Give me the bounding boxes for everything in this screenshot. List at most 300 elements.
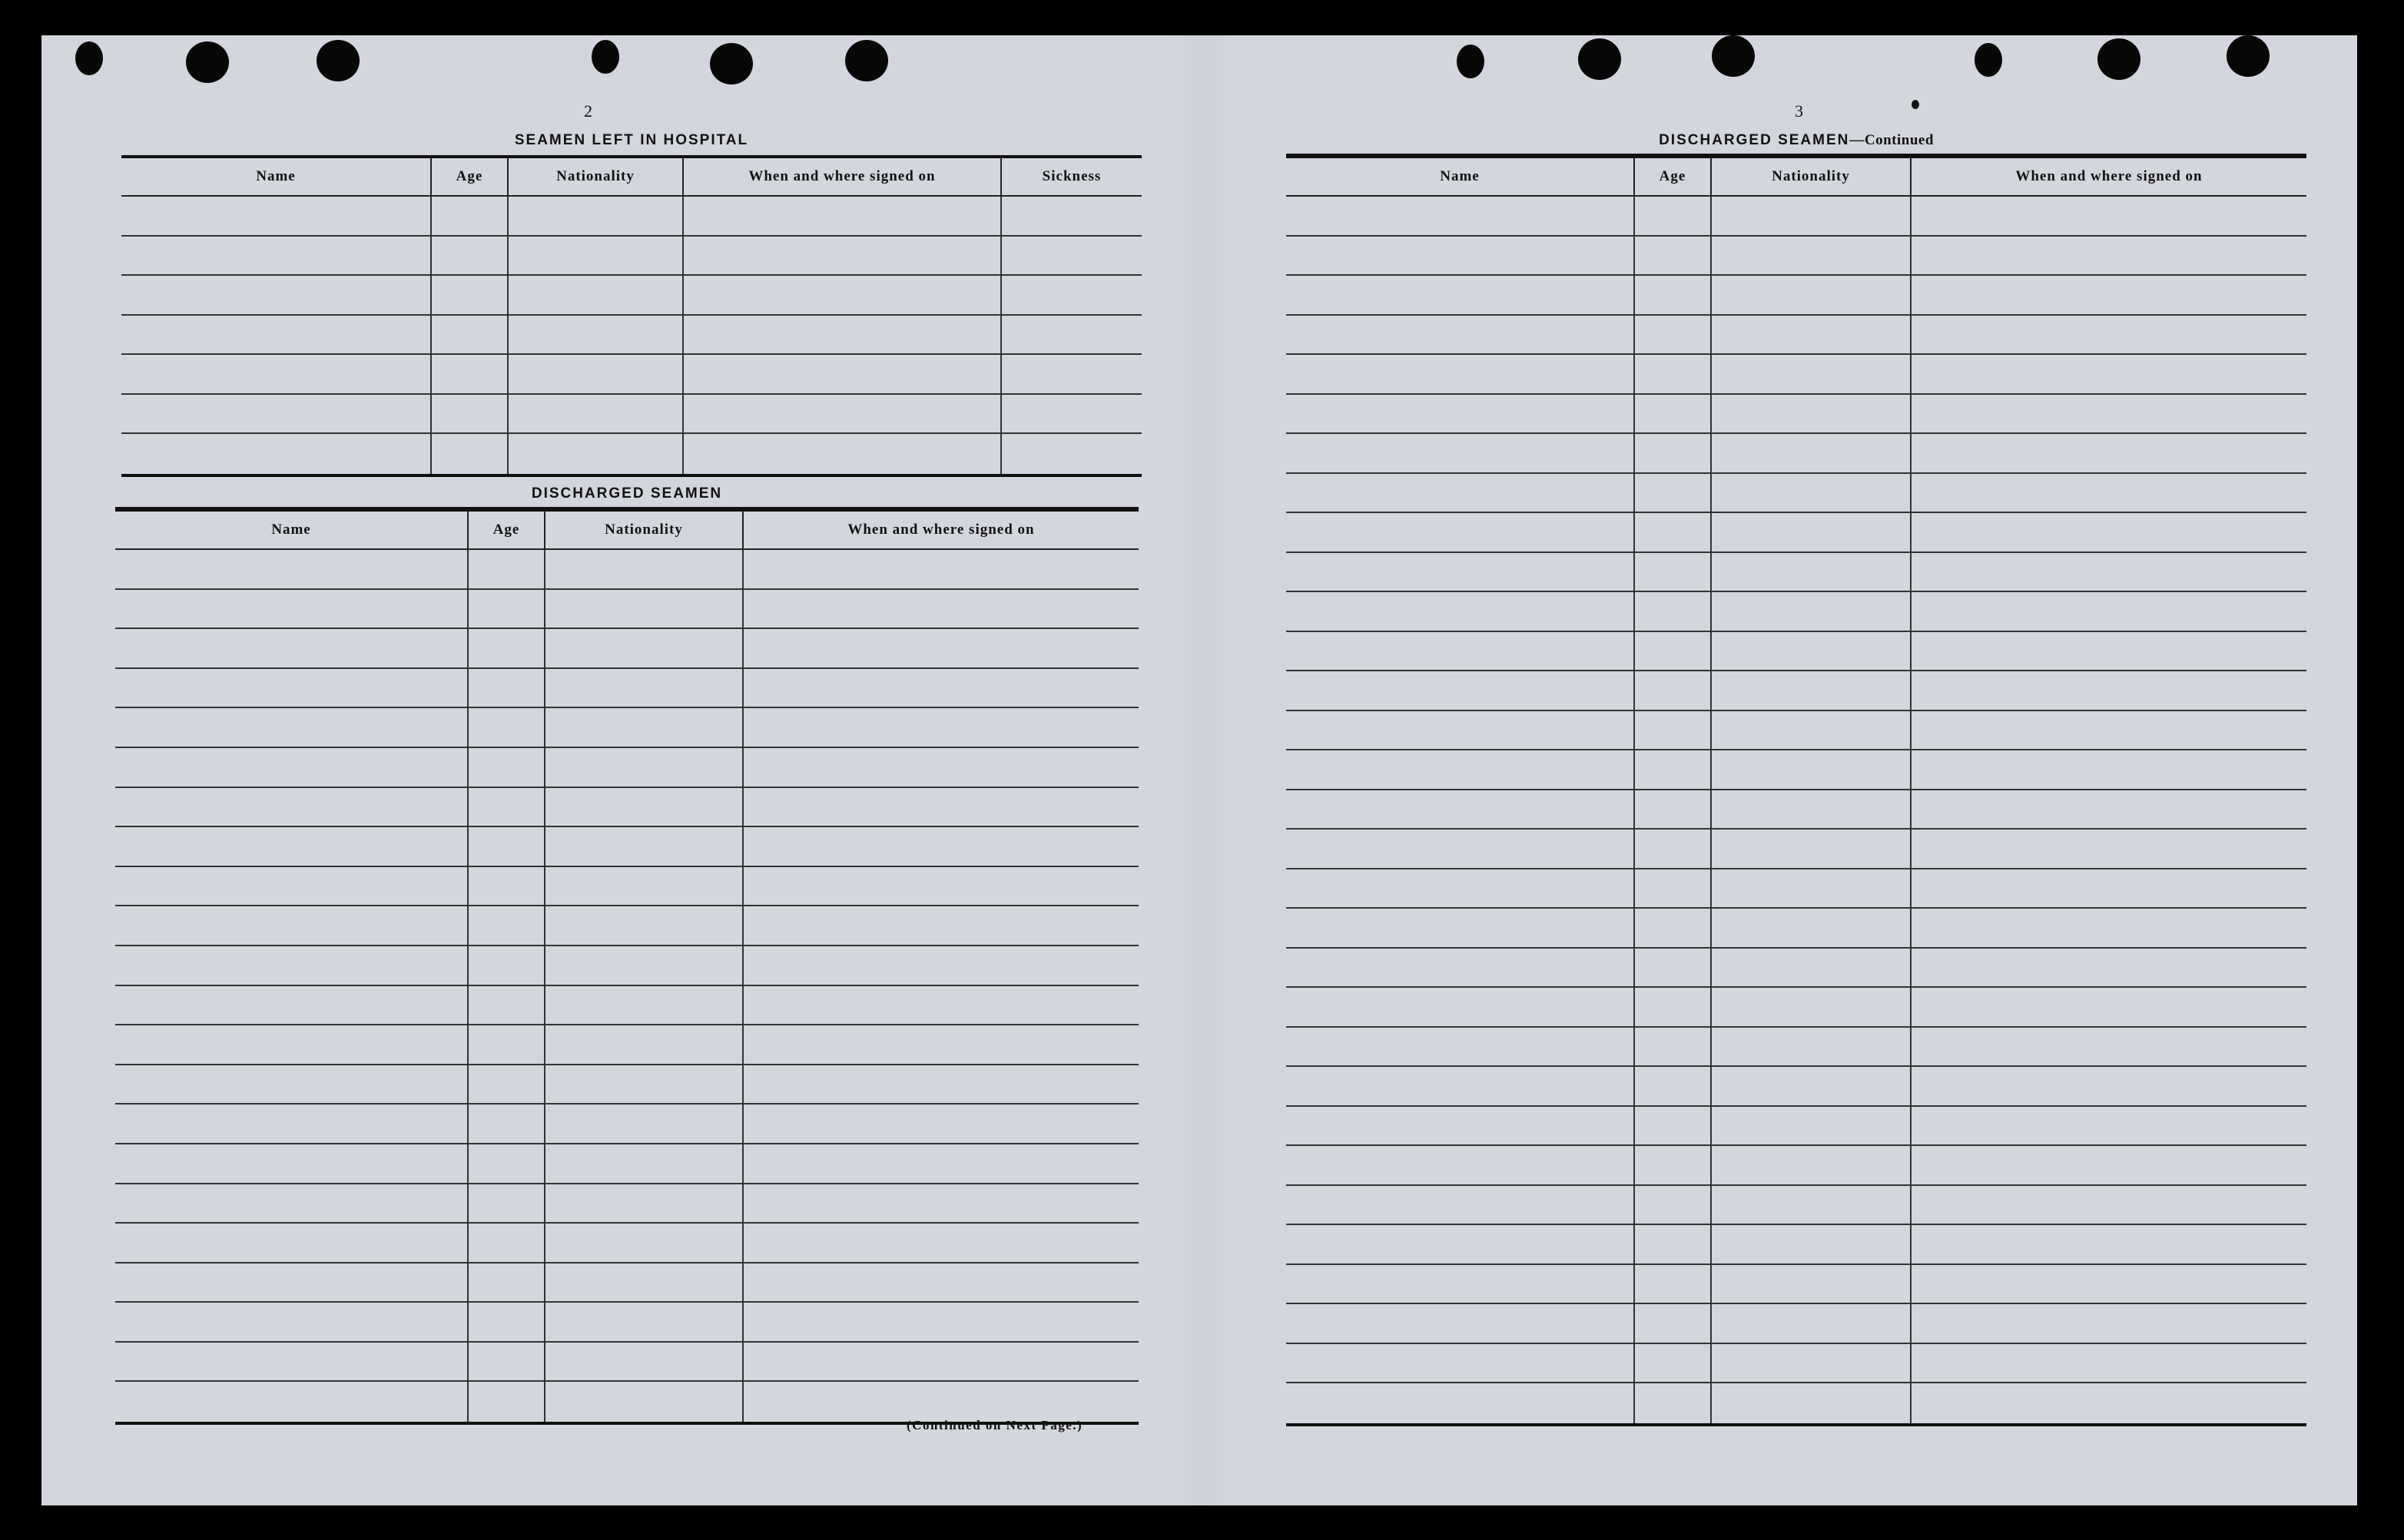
table-cell [1712, 750, 1912, 789]
discharged-section-title: DISCHARGED SEAMEN [531, 485, 723, 502]
table-row [121, 237, 1142, 277]
table-row [115, 708, 1139, 748]
table-cell [509, 355, 684, 393]
table-cell [1712, 316, 1912, 354]
table-cell [1712, 711, 1912, 750]
table-cell [1912, 830, 2306, 868]
table-cell [1635, 1344, 1712, 1383]
table-cell [469, 629, 545, 667]
table-cell [1712, 1146, 1912, 1184]
table-cell [469, 1343, 545, 1381]
table-cell [1712, 237, 1912, 275]
table-row [1286, 1186, 2306, 1226]
table-cell [1712, 434, 1912, 472]
table-cell [1912, 1107, 2306, 1145]
table-cell [1912, 1344, 2306, 1383]
table-cell [1635, 632, 1712, 671]
table-row [1286, 632, 2306, 672]
table-row [121, 434, 1142, 474]
table-cell [1286, 1265, 1635, 1303]
table-row [1286, 830, 2306, 869]
table-cell [469, 550, 545, 588]
table-cell [469, 1104, 545, 1143]
table-cell [115, 867, 469, 906]
col-nationality-header: Nationality [545, 512, 744, 548]
hospital-table-header [121, 157, 1142, 197]
table-cell [1912, 632, 2306, 671]
continued-suffix: —Continued [1849, 132, 1934, 148]
table-cell [1912, 1067, 2306, 1105]
table-cell [1712, 790, 1912, 829]
table-cell [1286, 1067, 1635, 1105]
table-cell [744, 550, 1139, 588]
table-cell [1912, 711, 2306, 750]
table-cell [469, 1065, 545, 1104]
table-cell [545, 669, 744, 707]
table-cell [1712, 1107, 1912, 1145]
table-cell [115, 1303, 469, 1341]
table-cell [469, 1184, 545, 1223]
table-row [1286, 750, 2306, 790]
table-cell [684, 276, 1002, 314]
table-cell [115, 1104, 469, 1143]
punch-hole [2227, 35, 2270, 77]
table-cell [121, 434, 432, 474]
table-cell [1635, 474, 1712, 512]
table-cell [744, 827, 1139, 866]
discharged-table-header [115, 510, 1139, 550]
table-cell [744, 1224, 1139, 1262]
hospital-table-body [121, 197, 1142, 474]
table-row [115, 1065, 1139, 1105]
table-cell [744, 629, 1139, 667]
table-row [1286, 1067, 2306, 1107]
table-cell [469, 946, 545, 985]
table-cell [545, 1224, 744, 1262]
table-cell [469, 867, 545, 906]
table-cell [1912, 949, 2306, 987]
table-cell [1712, 869, 1912, 908]
table-cell [509, 434, 684, 474]
table-cell [1286, 276, 1635, 314]
table-row [115, 629, 1139, 669]
col-sickness-header: Sickness [1042, 168, 1102, 184]
table-cell [684, 434, 1002, 474]
table-cell [744, 1263, 1139, 1302]
table-cell [1286, 711, 1635, 750]
table-cell [1912, 474, 2306, 512]
table-cell [744, 708, 1139, 747]
table-cell [469, 827, 545, 866]
table-cell [1286, 1383, 1635, 1423]
table-cell [1002, 197, 1142, 235]
table-cell [1286, 237, 1635, 275]
table-cell [545, 1104, 744, 1143]
table-cell [545, 708, 744, 747]
punch-hole [186, 41, 229, 83]
table-cell [1912, 237, 2306, 275]
table-cell [432, 197, 509, 235]
table-cell [1912, 909, 2306, 947]
table-cell [744, 1382, 1139, 1422]
table-cell [1002, 237, 1142, 275]
table-cell [545, 1303, 744, 1341]
table-cell [1635, 276, 1712, 314]
table-row [1286, 1383, 2306, 1423]
table-cell [744, 946, 1139, 985]
table-cell [1712, 1304, 1912, 1343]
table-row [1286, 988, 2306, 1028]
table-cell [684, 355, 1002, 393]
table-cell [545, 1184, 744, 1223]
table-row [121, 197, 1142, 237]
table-cell [1635, 790, 1712, 829]
table-cell [1286, 790, 1635, 829]
table-row [1286, 711, 2306, 751]
table-row [121, 316, 1142, 356]
table-cell [1912, 1186, 2306, 1224]
table-cell [121, 395, 432, 433]
table-cell [1286, 474, 1635, 512]
discharged-continued-table-body [1286, 197, 2306, 1423]
table-cell [1286, 869, 1635, 908]
table-cell [1635, 830, 1712, 868]
discharged-continued-title [1286, 132, 2306, 149]
table-cell [684, 237, 1002, 275]
table-cell [115, 1224, 469, 1262]
table-cell [1286, 1107, 1635, 1145]
table-cell [1635, 909, 1712, 947]
table-cell [469, 906, 545, 945]
page-number-left: 2 [584, 101, 592, 121]
table-cell [744, 1104, 1139, 1143]
table-row [1286, 1107, 2306, 1147]
table-cell [115, 827, 469, 866]
punch-hole [592, 40, 619, 74]
table-cell [1712, 276, 1912, 314]
table-cell [115, 946, 469, 985]
table-cell [1912, 1028, 2306, 1066]
punch-hole [1457, 45, 1484, 78]
table-cell [115, 708, 469, 747]
table-row [115, 867, 1139, 907]
table-cell [1712, 513, 1912, 551]
table-cell [545, 1144, 744, 1183]
table-cell [121, 355, 432, 393]
col-name-header: Name [1286, 158, 1635, 195]
table-cell [1912, 592, 2306, 631]
table-cell [1286, 830, 1635, 868]
table-cell [1286, 1146, 1635, 1184]
table-cell [1635, 592, 1712, 631]
table-cell [469, 788, 545, 826]
table-cell [1912, 1304, 2306, 1343]
table-cell [1912, 1225, 2306, 1263]
table-cell [115, 986, 469, 1025]
table-cell [1286, 1344, 1635, 1383]
table-cell [1635, 1028, 1712, 1066]
table-cell [469, 986, 545, 1025]
table-row [115, 1224, 1139, 1263]
table-cell [744, 788, 1139, 826]
table-cell [1912, 197, 2306, 235]
table-row [115, 1303, 1139, 1343]
table-cell [469, 708, 545, 747]
table-cell [545, 550, 744, 588]
table-cell [469, 1144, 545, 1183]
col-age-header: Age [469, 512, 545, 548]
page-number-right: 3 [1795, 101, 1803, 121]
table-row [115, 550, 1139, 590]
punch-hole [710, 43, 753, 84]
table-row [1286, 1225, 2306, 1265]
table-cell [1635, 869, 1712, 908]
table-row [115, 906, 1139, 946]
table-row [1286, 671, 2306, 711]
table-cell [1712, 553, 1912, 591]
table-cell [1635, 553, 1712, 591]
table-cell [115, 590, 469, 628]
table-cell [744, 1144, 1139, 1183]
table-row [115, 1382, 1139, 1422]
table-cell [545, 1263, 744, 1302]
table-cell [744, 1025, 1139, 1064]
table-row [115, 1144, 1139, 1184]
table-row [121, 395, 1142, 435]
table-cell [1712, 1344, 1912, 1383]
table-row [1286, 869, 2306, 909]
table-cell [1635, 513, 1712, 551]
table-row [121, 276, 1142, 316]
table-cell [121, 316, 432, 354]
table-cell [469, 669, 545, 707]
col-age-header: Age [432, 158, 509, 195]
table-cell [1912, 750, 2306, 789]
table-cell [1912, 869, 2306, 908]
table-cell [1912, 434, 2306, 472]
table-cell [1712, 1265, 1912, 1303]
discharged-continued-table-header [1286, 157, 2306, 197]
table-cell [744, 867, 1139, 906]
table-cell [545, 1382, 744, 1422]
table-cell [432, 276, 509, 314]
table-cell [1286, 1225, 1635, 1263]
table-row [115, 1263, 1139, 1303]
table-cell [115, 669, 469, 707]
table-cell [744, 669, 1139, 707]
table-row [115, 1104, 1139, 1144]
table-cell [1912, 355, 2306, 393]
table-cell [545, 590, 744, 628]
table-cell [744, 1065, 1139, 1104]
table-cell [1912, 276, 2306, 314]
table-cell [1712, 592, 1912, 631]
table-cell [469, 590, 545, 628]
col-nationality-header: Nationality [509, 158, 684, 195]
table-cell [1912, 316, 2306, 354]
table-cell [744, 906, 1139, 945]
table-cell [1635, 671, 1712, 710]
table-cell [1635, 750, 1712, 789]
table-cell [1635, 1304, 1712, 1343]
table-cell [1002, 316, 1142, 354]
table-cell [115, 1382, 469, 1422]
table-cell [1712, 1067, 1912, 1105]
table-cell [469, 1382, 545, 1422]
table-cell [1635, 1265, 1712, 1303]
table-row [1286, 1344, 2306, 1384]
table-cell [1286, 1028, 1635, 1066]
col-nationality-header: Nationality [1712, 158, 1912, 195]
table-cell [1002, 395, 1142, 433]
col-name-header: Name [115, 512, 469, 548]
table-cell [545, 986, 744, 1025]
table-cell [1286, 988, 1635, 1026]
table-cell [1912, 553, 2306, 591]
punch-hole [75, 41, 103, 75]
table-cell [1286, 395, 1635, 433]
table-row [1286, 355, 2306, 395]
table-row [1286, 474, 2306, 514]
table-cell [469, 1025, 545, 1064]
table-cell [1635, 711, 1712, 750]
col-age-header: Age [1635, 158, 1712, 195]
table-cell [1286, 949, 1635, 987]
table-cell [121, 237, 432, 275]
table-row [1286, 1146, 2306, 1186]
table-cell [1635, 1067, 1712, 1105]
table-cell [1286, 671, 1635, 710]
table-row [115, 1343, 1139, 1383]
table-cell [1286, 1186, 1635, 1224]
table-cell [1286, 1304, 1635, 1343]
table-row [1286, 513, 2306, 553]
table-row [1286, 1028, 2306, 1068]
table-row [1286, 395, 2306, 435]
table-cell [1635, 197, 1712, 235]
table-row [121, 355, 1142, 395]
table-cell [545, 827, 744, 866]
table-cell [1712, 830, 1912, 868]
table-cell [1712, 1186, 1912, 1224]
table-cell [545, 906, 744, 945]
table-cell [1912, 988, 2306, 1026]
table-cell [1635, 1146, 1712, 1184]
punch-hole [317, 40, 360, 81]
table-cell [684, 395, 1002, 433]
discharged-continued-title-main: DISCHARGED SEAMEN [1659, 132, 1850, 148]
punch-hole [1975, 43, 2002, 77]
table-cell [545, 788, 744, 826]
table-cell [1635, 355, 1712, 393]
table-cell [744, 1343, 1139, 1381]
table-cell [432, 395, 509, 433]
table-cell [509, 197, 684, 235]
table-cell [1712, 632, 1912, 671]
table-cell [1635, 988, 1712, 1026]
table-cell [1286, 592, 1635, 631]
table-cell [744, 590, 1139, 628]
table-row [1286, 316, 2306, 356]
table-row [115, 827, 1139, 867]
table-cell [744, 986, 1139, 1025]
table-cell [115, 906, 469, 945]
ledger-sheet [41, 35, 2357, 1505]
table-cell [1712, 1383, 1912, 1423]
table-row [115, 1184, 1139, 1224]
table-row [115, 748, 1139, 788]
punch-hole [1712, 35, 1755, 77]
table-cell [1002, 434, 1142, 474]
table-row [1286, 1265, 2306, 1305]
table-cell [1712, 988, 1912, 1026]
table-cell [1712, 197, 1912, 235]
center-fold [1171, 35, 1232, 1505]
table-cell [115, 1025, 469, 1064]
table-cell [1002, 355, 1142, 393]
table-cell [1286, 355, 1635, 393]
col-name-header: Name [121, 158, 432, 195]
table-cell [1712, 395, 1912, 433]
table-cell [509, 316, 684, 354]
table-row [115, 788, 1139, 828]
table-row [1286, 434, 2306, 474]
table-cell [115, 629, 469, 667]
table-cell [509, 276, 684, 314]
table-cell [1635, 1225, 1712, 1263]
table-cell [1286, 434, 1635, 472]
table-cell [1912, 790, 2306, 829]
table-cell [121, 197, 432, 235]
table-cell [545, 867, 744, 906]
discharged-table [115, 507, 1139, 1425]
table-cell [1286, 197, 1635, 235]
table-cell [1712, 474, 1912, 512]
table-row [1286, 1304, 2306, 1344]
table-row [115, 669, 1139, 709]
table-cell [469, 748, 545, 787]
table-cell [744, 748, 1139, 787]
table-cell [1286, 513, 1635, 551]
col-signed-on-header: When and where signed on [2015, 168, 2203, 184]
table-row [1286, 553, 2306, 593]
table-cell [1912, 395, 2306, 433]
table-cell [1712, 671, 1912, 710]
table-cell [1712, 1225, 1912, 1263]
table-cell [509, 237, 684, 275]
table-cell [545, 1065, 744, 1104]
table-cell [1912, 671, 2306, 710]
table-cell [1635, 316, 1712, 354]
table-cell [1286, 909, 1635, 947]
table-row [115, 946, 1139, 986]
table-cell [469, 1303, 545, 1341]
table-row [115, 986, 1139, 1026]
hospital-section-title: SEAMEN LEFT IN HOSPITAL [514, 132, 749, 148]
table-cell [1712, 909, 1912, 947]
continued-note: (Continued on Next Page.) [907, 1418, 1083, 1432]
table-cell [115, 1065, 469, 1104]
table-cell [1635, 237, 1712, 275]
table-cell [115, 1343, 469, 1381]
table-cell [545, 629, 744, 667]
table-cell [1635, 1383, 1712, 1423]
table-cell [432, 355, 509, 393]
col-signed-on-header: When and where signed on [847, 522, 1035, 538]
table-cell [545, 1025, 744, 1064]
table-cell [469, 1224, 545, 1262]
table-cell [1635, 1107, 1712, 1145]
